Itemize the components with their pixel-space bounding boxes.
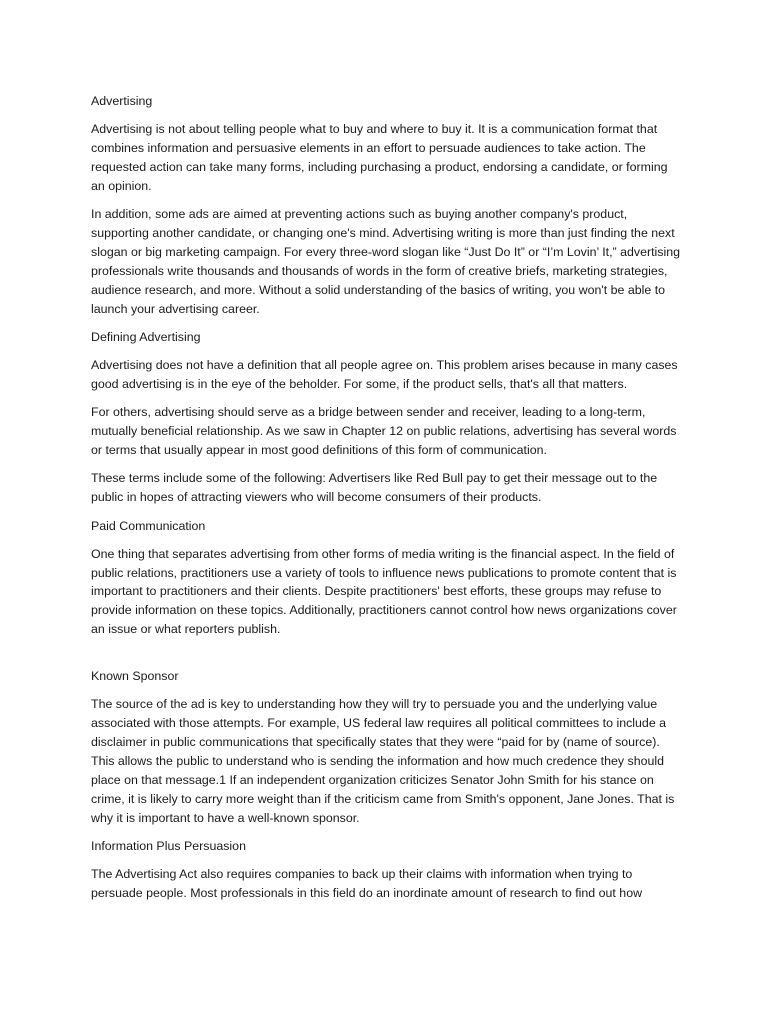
- paragraph: Advertising does not have a definition that all people agree on. This problem arises because in many cases good advertising is in the eye of the beholder. For some, if the product sells, that's all that matters.: [91, 357, 678, 391]
- section-heading-advertising: Advertising: [91, 94, 153, 108]
- section-heading-information-plus-persuasion: Information Plus Persuasion: [91, 838, 246, 853]
- paragraph: For others, advertising should serve as a bridge between sender and receiver, leading to a long-term, mutually beneficial relationship. As we saw in Chapter 12 on public relations, advertising has several words or terms that usually appear in most good definitions of this form of communication.: [91, 405, 677, 457]
- paragraph: The source of the ad is key to understanding how they will try to persuade you and the underlying value associated with those attempts. For example, US federal law requires all political committees to include a disclaimer in public communications that specifically states that they were “paid for by (name of source). This allows the public to understand who is sending the information and how much credence they should place on that message.1 If an independent organization criticizes Senator John Smith for his stance on crime, it is likely to carry more weight than if the criticism came from Smith's opponent, Jane Jones. That is why it is important to have a well-known sponsor.: [91, 697, 675, 825]
- paragraph: Advertising is not about telling people what to buy and where to buy it. It is a communication format that combines information and persuasive elements in an effort to persuade audiences to take action. The requested action can take many forms, including purchasing a product, endorsing a candidate, or forming an opinion.: [91, 121, 668, 193]
- section-heading-paid-communication: Paid Communication: [91, 518, 206, 533]
- paragraph: The Advertising Act also requires companies to back up their claims with information when trying to persuade people. Most professionals in this field do an inordinate amount of research to find out how: [91, 866, 643, 900]
- section-heading-known-sponsor: Known Sponsor: [91, 669, 179, 684]
- document-body: [91, 92, 681, 912]
- paragraph: One thing that separates advertising from other forms of media writing is the financial aspect. In the field of public relations, practitioners use a variety of tools to influence news publications to promote content that is important to practitioners and their clients. Despite practitioners' best efforts, these groups may refuse to provide information on these topics. Additionally, practitioners cannot control how news organizations cover an issue or what reporters publish.: [91, 546, 677, 637]
- paragraph: These terms include some of the following: Advertisers like Red Bull pay to get their message out to the public in hopes of attracting viewers who will become consumers of their products.: [91, 471, 658, 505]
- section-heading-defining-advertising: Defining Advertising: [91, 329, 201, 344]
- paragraph: In addition, some ads are aimed at preventing actions such as buying another company's product, supporting another candidate, or changing one's mind. Advertising writing is more than just finding the next slogan or big marketing campaign. For every three-word slogan like “Just Do It” or “I’m Lovin’ It,” advertising professionals write thousands and thousands of words in the form of creative briefs, marketing strategies, audience research, and more. Without a solid understanding of the basics of writing, you won't be able to launch your advertising career.: [91, 207, 681, 316]
